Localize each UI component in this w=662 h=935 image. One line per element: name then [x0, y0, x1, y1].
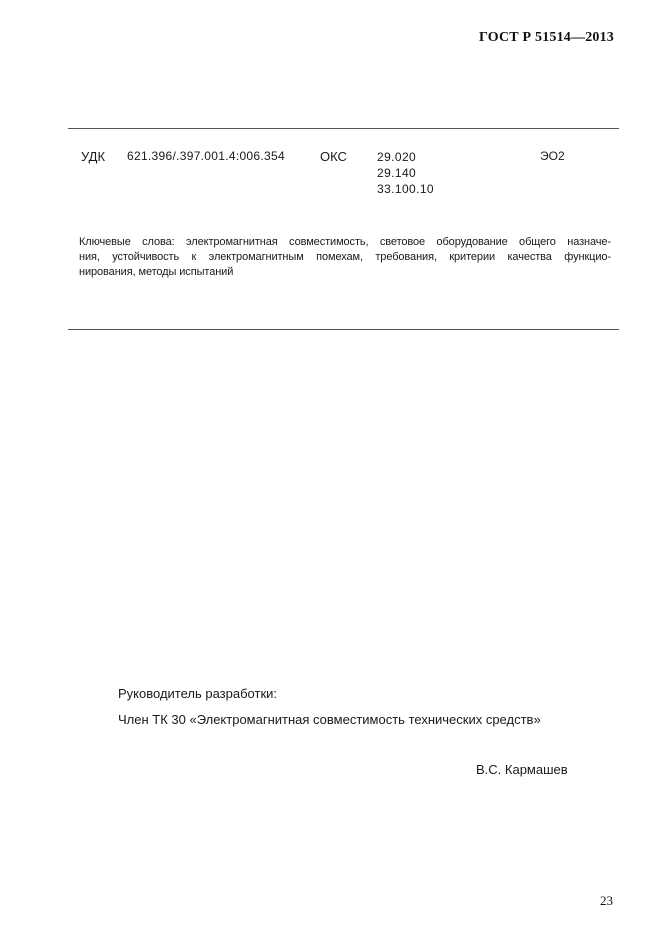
page-number: 23	[600, 893, 613, 908]
oks-codes	[377, 149, 434, 197]
committee-member-line: Член ТК 30 «Электромагнитная совместимость технических средств»	[118, 712, 541, 727]
eo-code: ЭО2	[540, 149, 565, 163]
udk-code: 621.396/.397.001.4:006.354	[127, 149, 285, 163]
bottom-divider	[68, 329, 619, 330]
signer-name: В.С. Кармашев	[476, 762, 568, 777]
oks-code: 29.020	[377, 150, 417, 164]
top-divider	[68, 128, 619, 129]
keywords-line: Ключевые слова: электромагнитная совместимость, световое оборудование общего назначе-	[79, 236, 611, 248]
development-lead-title: Руководитель разработки:	[118, 686, 278, 701]
oks-code: 33.100.10	[377, 182, 434, 196]
keywords-paragraph	[79, 235, 611, 280]
oks-code: 29.140	[377, 166, 417, 180]
standard-code-header: ГОСТ Р 51514—2013	[478, 30, 614, 45]
oks-label: ОКС	[320, 149, 347, 164]
keywords-line: нирования, методы испытаний	[79, 266, 234, 278]
keywords-line: ния, устойчивость к электромагнитным помехам, требования, критерии качества функцио-	[79, 251, 611, 263]
udk-label: УДК	[81, 149, 106, 164]
